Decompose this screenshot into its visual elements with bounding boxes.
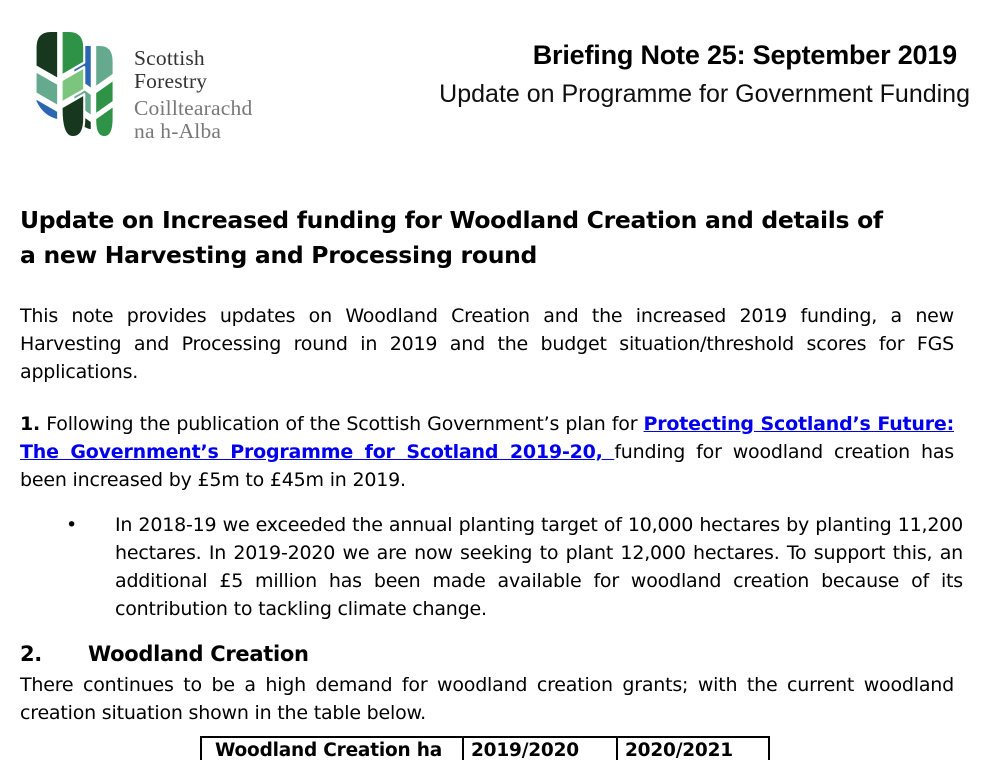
scottish-forestry-logo-icon — [33, 28, 117, 140]
item-1-number: 1. — [20, 413, 41, 435]
org-gaelic-line2: na h-Alba — [134, 119, 222, 143]
item-1-text-after-link: funding for woodland creation has been increased by £5m to £45m in 2019. — [20, 441, 954, 491]
table-col-2020-2021: 2020/2021 — [617, 737, 769, 760]
document-body — [20, 203, 963, 727]
table-col-2019-2020: 2019/2020 — [463, 737, 617, 760]
org-gaelic-line1: Coilltearachd — [134, 96, 253, 120]
bullet-planting-target: • In 2018-19 we exceeded the annual planting target of 10,000 hectares by planting 11,200 hectares. In 2019-2020 we are now seeking to plant 12,000 hectares. To support this, an additional £5 million has been made available for woodland creation because of its contribution to tackling climate change. — [115, 511, 963, 623]
section-2-heading — [20, 640, 954, 668]
org-name-line1: Scottish — [134, 46, 205, 70]
document-heading-line2: a new Harvesting and Processing round — [20, 241, 538, 269]
section-2-title: Woodland Creation — [88, 642, 309, 666]
document-heading — [20, 203, 954, 273]
woodland-creation-table — [200, 736, 770, 760]
bullet-list — [20, 511, 963, 623]
org-name-line2: Forestry — [134, 69, 208, 93]
item-1-text-before-link: Following the publication of the Scottish Government’s plan for — [40, 413, 644, 435]
table-col-woodland-creation-ha: Woodland Creation ha — [201, 737, 463, 760]
section-2-number: 2. — [20, 642, 42, 666]
programme-for-scotland-link[interactable]: Protecting Scotland’s Future: The Government’s Programme for Scotland 2019-20, — [20, 413, 954, 463]
paragraph-woodland-demand: There continues to be a high demand for woodland creation grants; with the current woodland creation situation shown in the table below. — [20, 674, 954, 724]
briefing-note-title: Briefing Note 25: September 2019 — [532, 40, 957, 70]
header-title-block — [439, 40, 970, 109]
paragraph-item-1 — [20, 410, 954, 494]
table-header-row — [201, 737, 769, 760]
logo-wordmark — [134, 47, 252, 143]
briefing-note-subtitle: Update on Programme for Government Funding — [439, 80, 970, 108]
intro-paragraph: This note provides updates on Woodland Creation and the increased 2019 funding, a new Harvesting and Processing round in 2019 and the budget situation/threshold scores for FGS applications. — [20, 305, 954, 383]
document-heading-line1: Update on Increased funding for Woodland Creation and details of — [20, 206, 883, 234]
